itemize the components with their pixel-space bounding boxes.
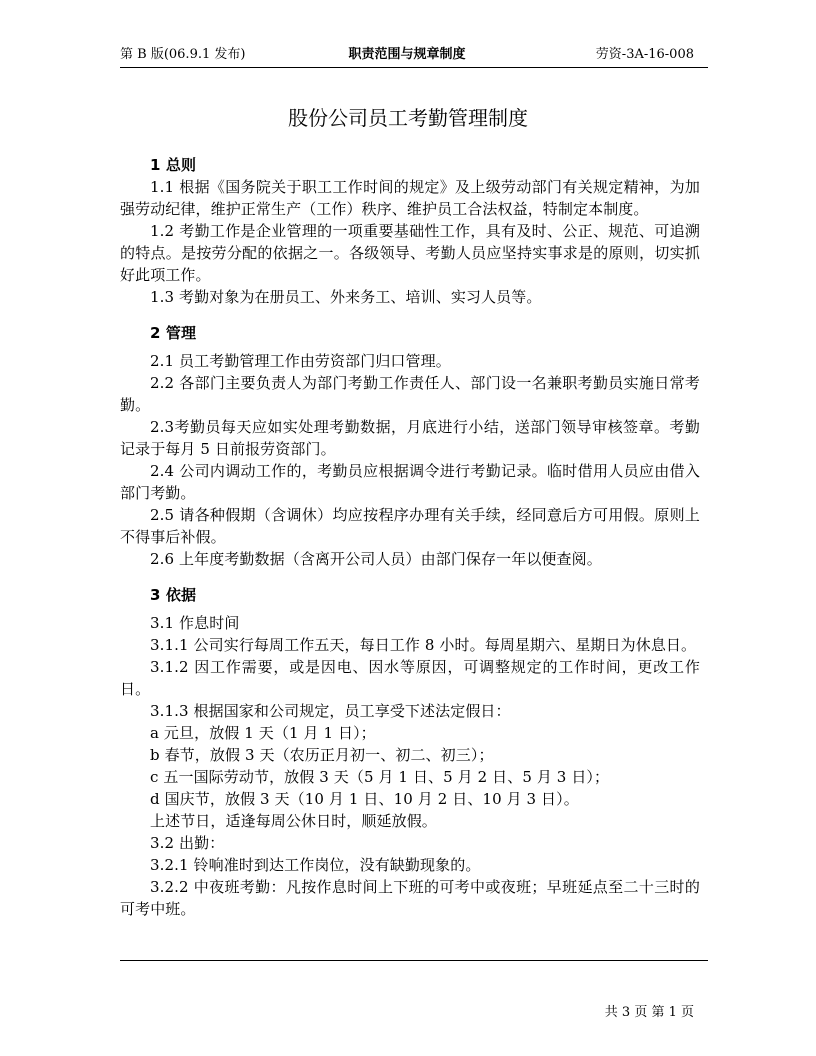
- page-header: [120, 44, 694, 66]
- header-version: 第 B 版(06.9.1 发布): [120, 47, 246, 62]
- paragraph-1-3: 1.3 考勤对象为在册员工、外来务工、培训、实习人员等。: [150, 288, 542, 306]
- header-doc-number: 劳资-3A-16-008: [595, 47, 694, 62]
- paragraph-2-6: 2.6 上年度考勤数据（含离开公司人员）由部门保存一年以便查阅。: [150, 550, 602, 568]
- paragraph-2-1: 2.1 员工考勤管理工作由劳资部门归口管理。: [150, 352, 451, 370]
- paragraph-2-2: 2.2 各部门主要负责人为部门考勤工作责任人、部门设一名兼职考勤员实施日常考勤。: [120, 374, 700, 414]
- holiday-item-c: c 五一国际劳动节，放假 3 天（5 月 1 日、5 月 2 日、5 月 3 日）；: [150, 768, 610, 786]
- section-heading-2: 2 管理: [150, 324, 197, 342]
- section-heading-3: 3 依据: [150, 586, 197, 604]
- header-rule: [120, 67, 708, 68]
- page-number: 共 3 页 第 1 页: [604, 1005, 694, 1020]
- paragraph-2-5: 2.5 请各种假期（含调休）均应按程序办理有关手续，经同意后方可用假。原则上不得事后补假。: [120, 506, 700, 546]
- header-category: 职责范围与规章制度: [348, 47, 466, 62]
- paragraph-3-2: 3.2 出勤：: [150, 834, 225, 852]
- paragraph-3-2-1: 3.2.1 铃响准时到达工作岗位，没有缺勤现象的。: [150, 856, 481, 874]
- paragraph-2-4: 2.4 公司内调动工作的，考勤员应根据调令进行考勤记录。临时借用人员应由借入部门考勤。: [120, 462, 700, 502]
- paragraph-3-1: 3.1 作息时间: [150, 614, 240, 632]
- holiday-item-d: d 国庆节，放假 3 天（10 月 1 日、10 月 2 日、10 月 3 日）。: [150, 790, 579, 808]
- section-heading-1: 1 总则: [150, 156, 197, 174]
- holiday-note: 上述节日，适逢每周公休日时，顺延放假。: [150, 812, 437, 830]
- holiday-item-a: a 元旦，放假 1 天（1 月 1 日）；: [150, 724, 376, 742]
- paragraph-3-2-2: 3.2.2 中夜班考勤：凡按作息时间上下班的可考中或夜班；早班延点至二十三时的可考中班。: [120, 878, 700, 918]
- footer-rule: [120, 960, 708, 961]
- paragraph-1-1: 1.1 根据《国务院关于职工工作时间的规定》及上级劳动部门有关规定精神，为加强劳动纪律，维护正常生产（工作）秩序、维护员工合法权益，特制定本制度。: [120, 178, 700, 218]
- document-title: 股份公司员工考勤管理制度: [288, 106, 528, 130]
- paragraph-3-1-2: 3.1.2 因工作需要，或是因电、因水等原因，可调整规定的工作时间，更改工作日。: [120, 658, 700, 698]
- paragraph-3-1-3: 3.1.3 根据国家和公司规定，员工享受下述法定假日：: [150, 702, 511, 720]
- paragraph-1-2: 1.2 考勤工作是企业管理的一项重要基础性工作，具有及时、公正、规范、可追溯的特点。是按劳分配的依据之一。各级领导、考勤人员应坚持实事求是的原则，切实抓好此项工作。: [120, 222, 700, 284]
- paragraph-3-1-1: 3.1.1 公司实行每周工作五天，每日工作 8 小时。每周星期六、星期日为休息日。: [150, 636, 697, 654]
- paragraph-2-3: 2.3考勤员每天应如实处理考勤数据，月底进行小结，送部门领导审核签章。考勤记录于每月 5 日前报劳资部门。: [120, 418, 700, 458]
- holiday-item-b: b 春节，放假 3 天（农历正月初一、初二、初三）；: [150, 746, 494, 764]
- document-body: [120, 154, 700, 920]
